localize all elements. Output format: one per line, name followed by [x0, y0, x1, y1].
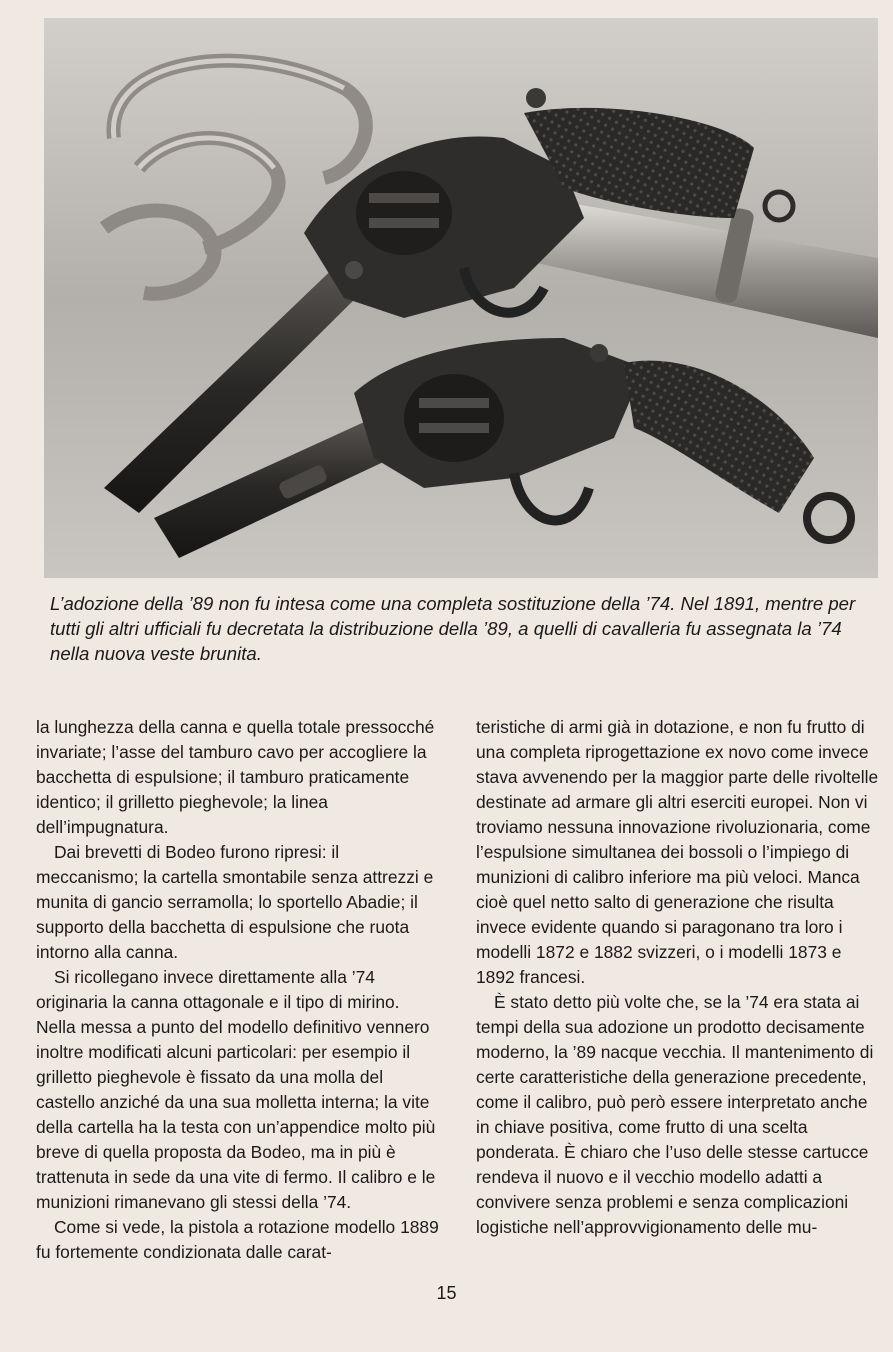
photo-illustration	[44, 18, 878, 578]
paragraph: Si ricollegano invece direttamente alla ’74 originaria la canna ottagonale e il tipo di mirino. Nella messa a punto del modello definitivo vennero inoltre modificati alcuni particolari: per esempio il grilletto pieghevole è fissato da una molla del castello anziché da una sua molletta interna; la vite della cartella ha la testa con un’appendice molto più breve di quella proposta da Bodeo, ma in più è trattenuta in sede da una vite di fermo. Il calibro e le munizioni rimanevano gli stessi della ’74.	[36, 967, 436, 1212]
paragraph: teristiche di armi già in dotazione, e non fu frutto di una completa riprogettazione ex novo come invece stava avvenendo per la maggior parte delle rivoltelle destinate ad armare gli altri eserciti europei. Non vi troviamo nessuna innovazione rivoluzionaria, come l’espulsione simultanea dei bossoli o l’impiego di munizioni di calibro inferiore ma più veloci. Manca cioè quel netto salto di generazione che risulta invece evidente quando si paragonano tra loro i modelli 1872 e 1882 svizzeri, o i modelli 1873 e 1892 francesi.	[476, 717, 879, 987]
page-number: 15	[436, 1283, 457, 1303]
figure-caption: L’adozione della ’89 non fu intesa come una completa sostituzione della ’74. Nel 1891, mentre per tutti gli altri ufficiali fu decretata la distribuzione della ’89, a quelli di cavalleria fu assegnata la ’74 nella nuova veste brunita.	[50, 593, 856, 664]
left-column	[36, 715, 442, 1265]
paragraph: È stato detto più volte che, se la ’74 era stata ai tempi della sua adozione un prodotto decisamente moderno, la ’89 nacque vecchia. Il mantenimento di certe caratteristiche della generazione precedente, come il calibro, può però essere interpretato anche in chiave positiva, come frutto di una scelta ponderata. È chiaro che l’uso delle stesse cartucce rendeva il nuovo e il vecchio modello adatti a convivere senza problemi e senza complicazioni logistiche nell’approvvigionamento delle mu-	[476, 992, 874, 1237]
paragraph: la lunghezza della canna e quella totale pressocché invariate; l’asse del tamburo cavo per accogliere la bacchetta di espulsione; il tamburo praticamente identico; il grilletto pieghevole; la linea dell’impugnatura.	[36, 717, 435, 837]
revolvers-photo	[44, 18, 878, 578]
paragraph: Come si vede, la pistola a rotazione modello 1889 fu fortemente condizionata dalle carat-	[36, 1217, 439, 1262]
paragraph: Dai brevetti di Bodeo furono ripresi: il meccanismo; la cartella smontabile senza attrezzi e munita di gancio serramolla; lo sportello Abadie; il supporto della bacchetta di espulsione che ruota intorno alla canna.	[36, 842, 434, 962]
right-column	[476, 715, 880, 1240]
